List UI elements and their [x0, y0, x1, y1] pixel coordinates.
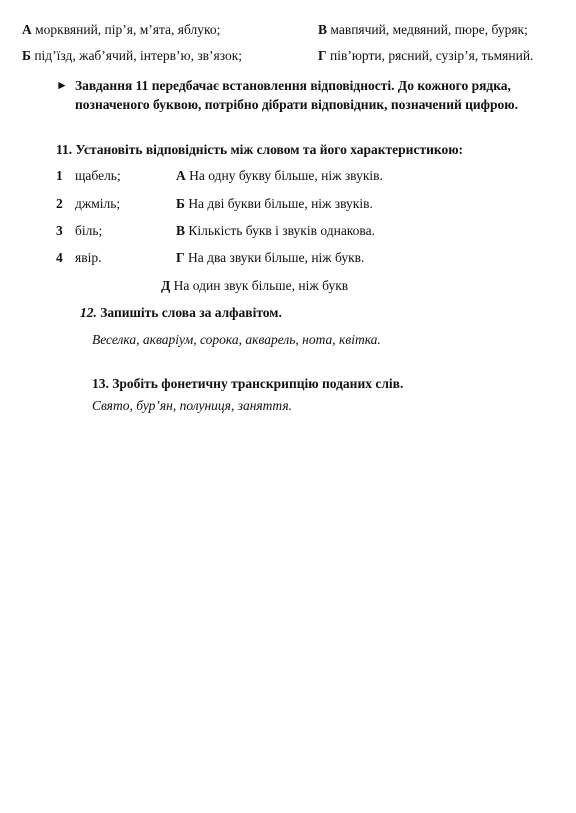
- option-a: [22, 22, 220, 38]
- task13-title: 13. Зробіть фонетичну транскрипцію поданих слів.: [92, 376, 404, 391]
- option-b-text: під’їзд, жаб’ячий, інтерв’ю, зв’язок;: [34, 48, 243, 63]
- task11-word-row: [56, 223, 63, 239]
- option-g-text: пів’юрти, рясний, сузір’я, тьмяний.: [329, 48, 534, 63]
- option-v: [318, 22, 528, 38]
- instruction-note: Завдання 11 передбачає встановлення відповідності. До кожного рядка, позначеного буквою, потрібно дібрати відповідник, позначений цифрою.: [75, 78, 518, 112]
- task11-answer-text: На дві букви більше, ніж звуків.: [188, 196, 373, 211]
- task11-word: явір.: [75, 250, 102, 265]
- task11-answer: [176, 196, 373, 212]
- task11-word-num: 3: [56, 223, 63, 238]
- task11-word-row: [56, 168, 63, 184]
- task11-answer: [176, 223, 375, 239]
- task11-answer-text: Кількість букв і звуків однакова.: [188, 223, 375, 238]
- task12-num: 12.: [80, 305, 97, 320]
- task11-title: 11. Установіть відповідність між словом та його характеристикою:: [56, 142, 464, 157]
- option-b-letter: Б: [22, 48, 31, 63]
- task12-title: [80, 305, 282, 321]
- task11-answer-letter: А: [176, 168, 186, 183]
- task12-title-text: Запишіть слова за алфавітом.: [100, 305, 282, 320]
- option-a-letter: А: [22, 22, 32, 37]
- task12-words: Веселка, акваріум, сорока, акварель, нота, квітка.: [92, 332, 381, 347]
- task11-answer-letter: Г: [176, 250, 185, 265]
- option-v-letter: В: [318, 22, 328, 37]
- option-v-text: мавпячий, медвяний, пюре, буряк;: [330, 22, 528, 37]
- task11-answer-text: На одну букву більше, ніж звуків.: [189, 168, 383, 183]
- task13-words: Свято, бур’ян, полуниця, заняття.: [92, 398, 292, 413]
- task11-answer: [161, 278, 348, 294]
- task11-word-num: 4: [56, 250, 63, 265]
- option-b: [22, 48, 242, 64]
- task11-word: джміль;: [75, 196, 121, 211]
- task11-answer-text: На один звук більше, ніж букв: [173, 278, 349, 293]
- option-a-text: морквяний, пір’я, м’ята, яблуко;: [35, 22, 221, 37]
- task11-word-num: 2: [56, 196, 63, 211]
- arrow-icon: ►: [56, 78, 68, 92]
- task11-word-row: [56, 250, 63, 266]
- task11-answer: [176, 168, 383, 184]
- option-g: [318, 48, 533, 64]
- task11-word: щабель;: [75, 168, 121, 183]
- option-g-letter: Г: [318, 48, 327, 63]
- task11-word-row: [56, 196, 63, 212]
- task11-answer-text: На два звуки більше, ніж букв.: [187, 250, 365, 265]
- task11-word: біль;: [75, 223, 103, 238]
- task11-answer-letter: В: [176, 223, 186, 238]
- task11-answer-letter: Б: [176, 196, 185, 211]
- task11-answer-letter: Д: [161, 278, 171, 293]
- task11-answer: [176, 250, 364, 266]
- task11-word-num: 1: [56, 168, 63, 183]
